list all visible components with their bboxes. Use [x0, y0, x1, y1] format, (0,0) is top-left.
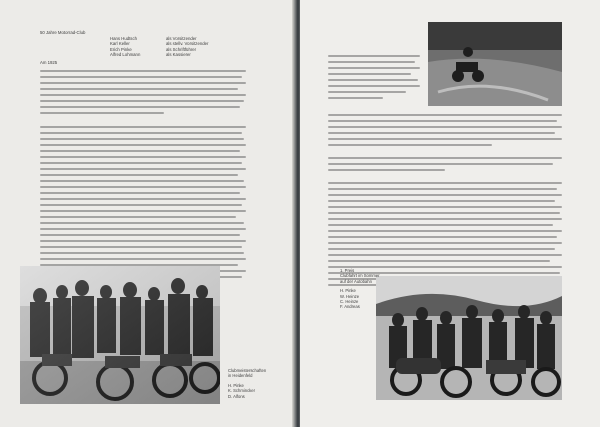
right-page: [300, 0, 600, 427]
year-marker: Am 1925: [40, 60, 58, 65]
name-entry: Erich Pinke: [110, 46, 132, 52]
riders-group-photo: [20, 266, 220, 404]
left-photo-caption: Clubmeisterschaften in Heidenfeld H. Pinke K. Schmincker D. Alfons: [228, 368, 267, 399]
name-entry: Karl Keller: [110, 41, 130, 47]
role-entry: als Schriftführer: [166, 46, 197, 52]
role-entry: als stellv. Vorsitzender: [166, 41, 209, 47]
photo-illustration: [20, 266, 220, 404]
intro-heading: 50 Jahre Motorrad-Club: [40, 30, 86, 35]
left-page: [0, 0, 296, 427]
track-riding-photo: [428, 22, 562, 106]
names-column-1: [110, 36, 140, 58]
role-entry: als Vorsitzender: [166, 36, 197, 41]
name-entry: Alfred Lohmann: [110, 52, 141, 58]
right-photo-caption: 1. Preis Clubfahrt im Sommer auf der Autobahn H. Pinke W. Heinze C. Heinze F. Andreas: [340, 268, 380, 310]
track-photo-illustration: [428, 22, 562, 106]
body-text-block: [40, 70, 246, 288]
right-body-text-block: [328, 114, 562, 290]
side-text-block: [328, 55, 420, 103]
role-entry: als Kassierer: [166, 52, 191, 58]
names-column-2: [166, 36, 208, 58]
sidecar-group-photo: [376, 276, 562, 400]
sidecar-photo-illustration: [376, 276, 562, 400]
name-entry: Hans Hudtsch: [110, 36, 137, 41]
